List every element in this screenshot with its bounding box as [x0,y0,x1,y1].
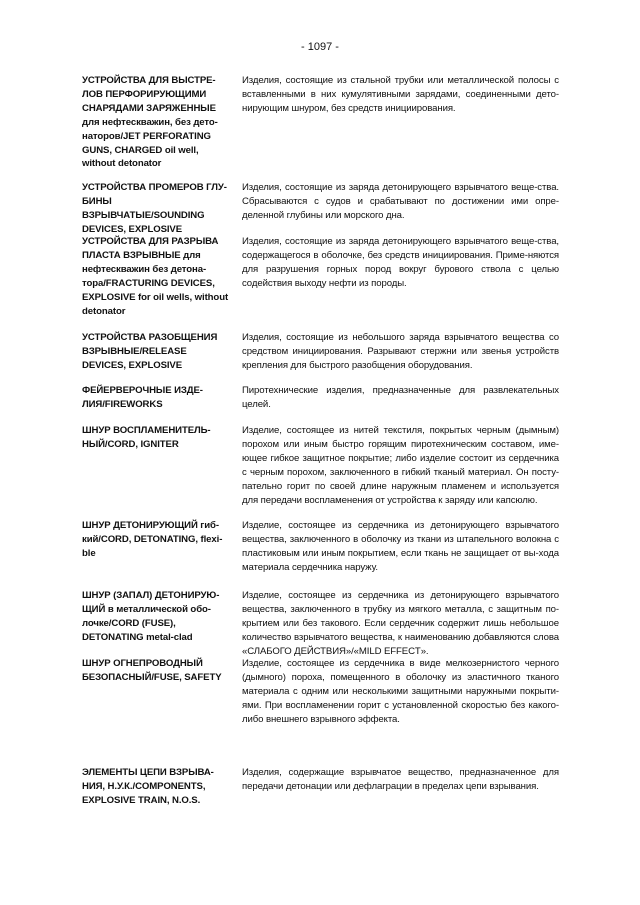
entry-term: ШНУР ОГНЕПРОВОДНЫЙ БЕЗОПАСНЫЙ/FUSE, SAFETY [82,658,222,683]
entry-definition: Изделие, состоящее из сердечника из детонирующего взрывчатого вещества, заключенного в оболочку из ткани из штапельного волокна с пластиковым или иным покрытием, если ткань не защищает от вы-хода материала сердечника наружу. [242,520,559,573]
entry-cord-detonating-flexible [82,519,562,579]
entry-term: ШНУР ДЕТОНИРУЮЩИЙ гиб-кий/CORD, DETONATING, flexi-ble [82,520,223,559]
entry-sounding-devices [82,181,562,235]
entry-term: ШНУР (ЗАПАЛ) ДЕТОНИРУЮ-ЩИЙ в металлической обо-лочке/CORD (FUSE), DETONATING metal-clad [82,590,220,643]
page-number: - 1097 - [301,41,339,53]
entry-definition: Изделие, состоящее из сердечника в виде мелкозернистого черного (дымного) пороха, помещенного в оболочку из эластичного тканого материала с одним или несколькими защитными наружными покрыти-ями. При воспламенении горит с установленной скоростью без какого-либо внешнего взрывного эффекта. [242,658,559,725]
entry-term: ЭЛЕМЕНТЫ ЦЕПИ ВЗРЫВА-НИЯ, Н.У.К./COMPONENTS, EXPLOSIVE TRAIN, N.O.S. [82,767,214,806]
entry-components-explosive-train [82,766,562,816]
entry-definition: Изделие, состоящее из нитей текстиля, покрытых черным (дымным) порохом или иным быстро горящим пиротехническим составом, име-ющее гибкое защитное покрытие; либо изделие состоит из сердечника с черным порохом, заключенного в гибкий тканый материал. Он посту-пательно горит по своей длине наружным пламенем и используется для передачи воспламенения от устройства к заряду или капсюлю. [242,425,559,506]
entry-cord-igniter [82,424,562,514]
entry-fireworks [82,384,562,414]
entry-release-devices [82,331,562,376]
entry-fuse-safety [82,657,562,737]
entry-term: ШНУР ВОСПЛАМЕНИТЕЛЬ-НЫЙ/CORD, IGNITER [82,425,211,450]
entry-definition: Пиротехнические изделия, предназначенные для развлекательных целей. [242,385,559,410]
entry-definition: Изделие, состоящее из сердечника из детонирующего взрывчатого вещества, заключенного в трубку из мягкого металла, с защитным по-крытием или без такового. Если сердечник содержит лишь небольшое количество взрывчатого вещества, к наименованию добавляются слова «СЛАБОГО ДЕЙСТВИЯ»/«MILD EFFECT». [242,590,559,657]
entry-definition: Изделия, содержащие взрывчатое вещество, предназначенное для передачи детонации или дефлаграции в пределах цепи взрывания. [242,767,559,792]
entry-fracturing-devices [82,235,562,325]
entry-term: УСТРОЙСТВА ДЛЯ РАЗРЫВА ПЛАСТА ВЗРЫВНЫЕ для нефтескважин без детона-тора/FRACTURING DEVICES, EXPLOSIVE for oil wells, without detonator [82,236,229,317]
entry-definition: Изделия, состоящие из заряда детонирующего взрывчатого веще-ства. Сбрасываются с судов и срабатывают по достижении ими опре-деленной глубины или морского дна. [242,182,559,221]
entry-cord-detonating-metal-clad [82,589,562,657]
entry-jet-perforating-guns [82,74,562,174]
entry-term: УСТРОЙСТВА ДЛЯ ВЫСТРЕ-ЛОВ ПЕРФОРИРУЮЩИМИ СНАРЯДАМИ ЗАРЯЖЕННЫЕ для нефтескважин, без дето-наторов/JET PERFORATING GUNS, CHARGED oil well, without detonator [82,75,218,170]
entry-term: ФЕЙЕРВЕРОЧНЫЕ ИЗДЕ-ЛИЯ/FIREWORKS [82,385,203,410]
entry-term: УСТРОЙСТВА ПРОМЕРОВ ГЛУ-БИНЫ ВЗРЫВЧАТЫЕ/SOUNDING DEVICES, EXPLOSIVE [82,182,227,235]
entry-definition: Изделия, состоящие из стальной трубки или металлической полосы с вставленными в них кумулятивными зарядами, соединенными дето-нирующим шнуром, без средств инициирования. [242,75,559,114]
entry-definition: Изделия, состоящие из заряда детонирующего взрывчатого веще-ства, содержащегося в оболочке, без средств инициирования. Приме-няются для разрушения горных пород вокруг бурового ствола с целью содействия выходу нефти из породы. [242,236,559,289]
entry-definition: Изделия, состоящие из небольшого заряда взрывчатого вещества со средством инициирования. Разрывают стержни или звенья устройств крепления для быстрого разобщения оборудования. [242,332,559,371]
entry-term: УСТРОЙСТВА РАЗОБЩЕНИЯ ВЗРЫВНЫЕ/RELEASE DEVICES, EXPLOSIVE [82,332,218,371]
